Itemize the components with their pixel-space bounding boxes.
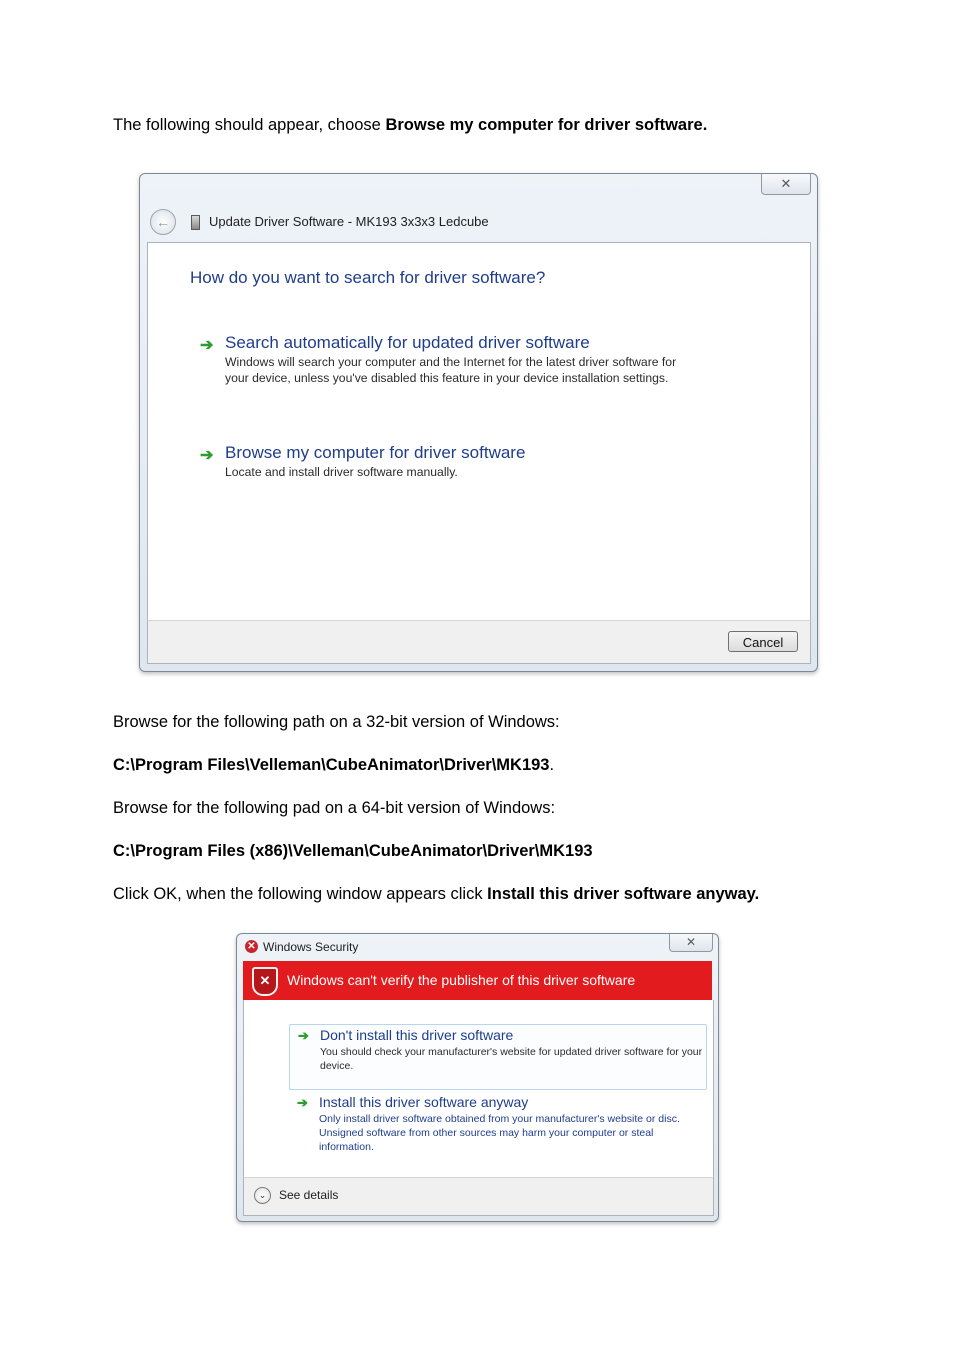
update-driver-dialog [139,173,818,672]
warning-banner [243,961,712,1000]
close-icon: ✕ [685,935,697,949]
path-64bit: C:\Program Files (x86)\Velleman\CubeAnimator\Driver\MK193 [113,842,593,860]
dialog-content [147,242,811,621]
green-arrow-icon: ➔ [298,1028,309,1043]
intro-paragraph: The following should appear, choose Browse my computer for driver software. [113,116,708,134]
device-icon [191,215,200,230]
paragraph-click-ok: Click OK, when the following window appears click Install this driver software anyway. [113,885,760,903]
close-button[interactable] [761,174,811,195]
dialog-heading: How do you want to search for driver software? [190,268,546,287]
option-description: You should check your manufacturer's website for updated driver software for your device. [320,1046,703,1072]
security-warning-icon: ✕ [245,940,258,953]
chevron-down-icon[interactable]: ⌄ [254,1187,271,1204]
close-icon: ✕ [780,176,792,191]
cancel-button[interactable]: Cancel [728,631,798,652]
banner-text: Windows can't verify the publisher of this driver software [287,972,636,988]
dialog-footer [243,1177,714,1216]
option-description: Locate and install driver software manually. [225,465,458,479]
option-title: Search automatically for updated driver software [225,333,590,352]
see-details-link[interactable]: See details [279,1188,339,1202]
install-anyway-bold: Install this driver software anyway. [487,885,760,903]
option-title: Don't install this driver software [320,1027,514,1043]
paragraph-64bit: Browse for the following pad on a 64-bit version of Windows: [113,799,556,817]
dialog-content [243,1000,714,1177]
dialog-title: Windows Security [263,940,359,954]
dont-install-option[interactable] [289,1024,707,1090]
green-arrow-icon: ➔ [200,337,214,354]
close-button[interactable] [669,934,713,952]
green-arrow-icon: ➔ [200,447,214,464]
option-title: Browse my computer for driver software [225,443,526,462]
option-description: Windows will search your computer and the Internet for the latest driver software for your device, unless you've disabled this feature in your device installation settings. [225,355,677,385]
install-anyway-option[interactable] [289,1092,705,1162]
windows-security-dialog [236,933,719,1222]
option-title: Install this driver software anyway [319,1094,529,1110]
path-32bit: C:\Program Files\Velleman\CubeAnimator\Driver\MK193. [113,756,555,774]
shield-icon: ✕ [252,967,278,996]
dialog-title: Update Driver Software - MK193 3x3x3 Ledcube [209,214,489,229]
intro-bold: Browse my computer for driver software. [385,116,708,134]
dialog-footer [147,620,811,664]
green-arrow-icon: ➔ [297,1095,308,1110]
back-arrow-icon: ← [156,214,170,230]
back-button[interactable] [150,209,176,235]
paragraph-32bit: Browse for the following path on a 32-bit version of Windows: [113,713,560,731]
option-description: Only install driver software obtained from your manufacturer's website or disc. Unsigned software from other sources may harm your computer or steal information. [319,1113,680,1153]
